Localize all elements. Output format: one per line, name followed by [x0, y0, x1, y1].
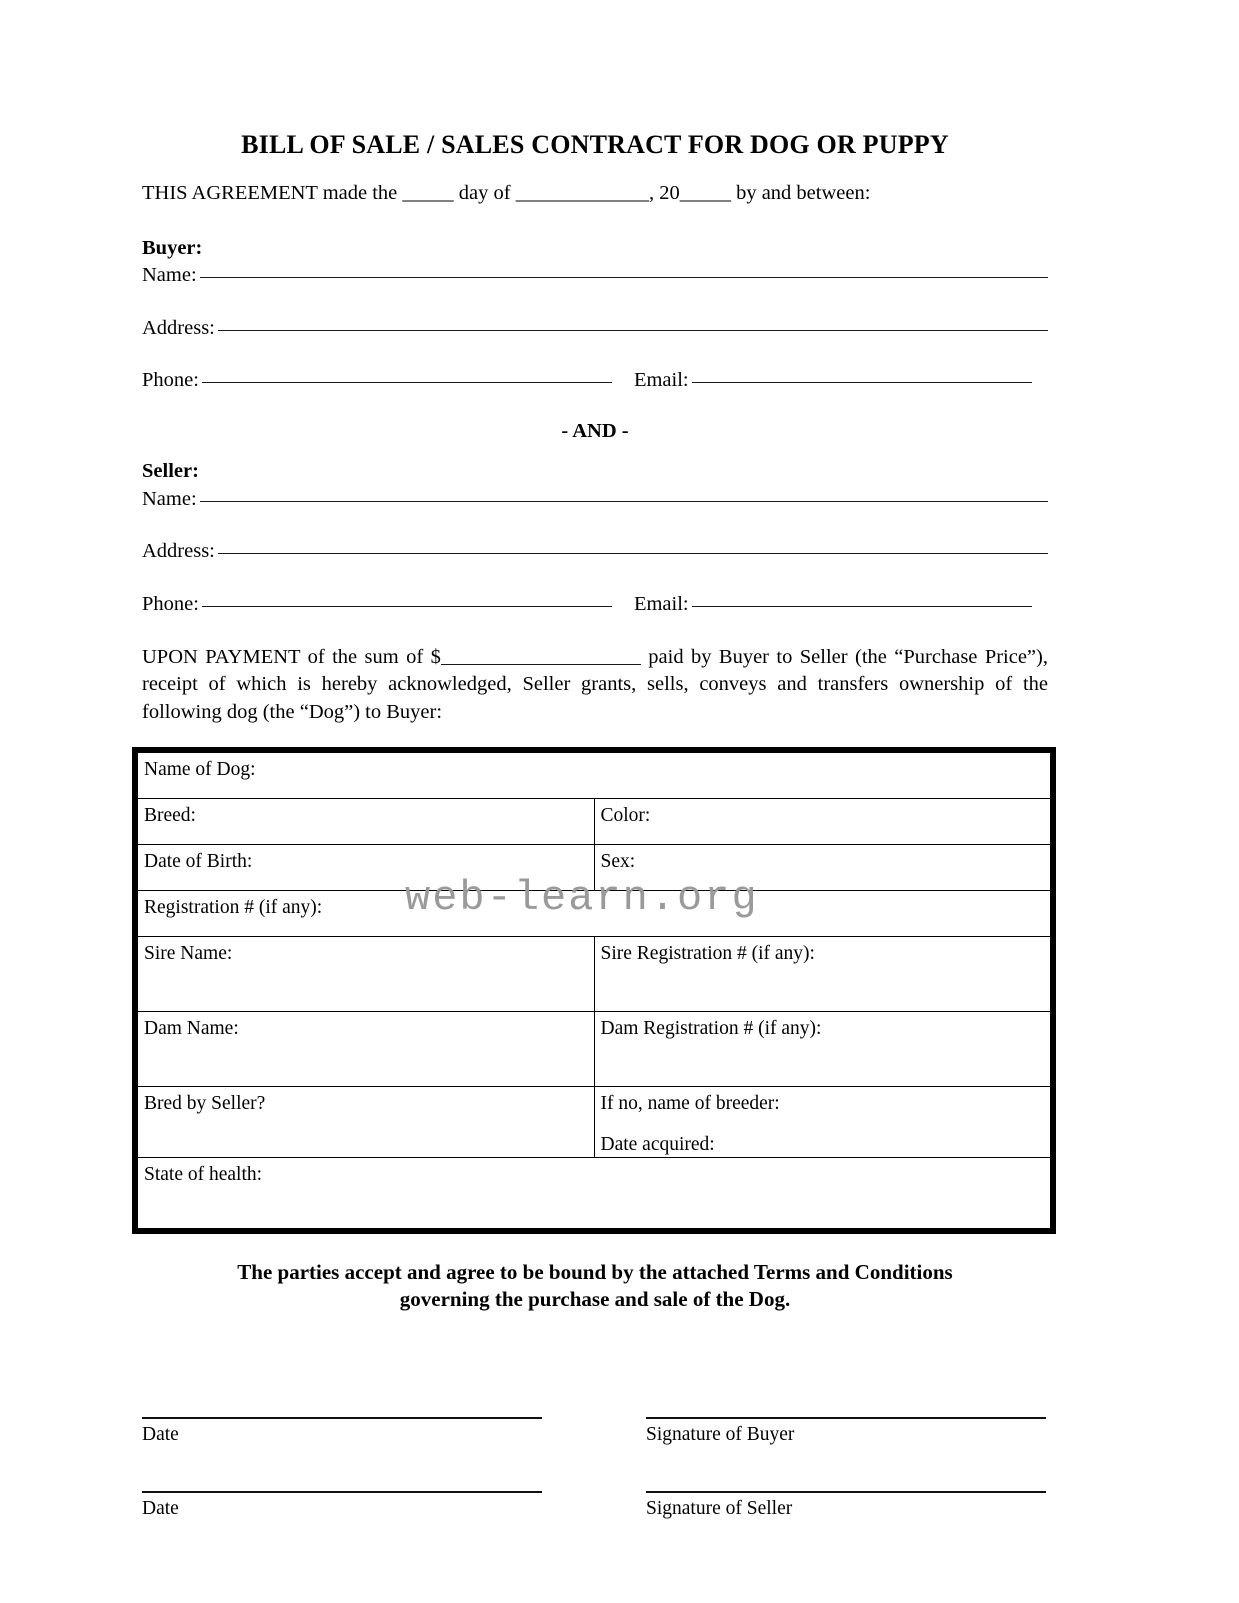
watermark-text: web-learn.org [405, 873, 759, 922]
buyer-date-field [142, 1417, 542, 1446]
buyer-name-row [142, 262, 1048, 289]
buyer-signature-field [646, 1417, 1046, 1446]
document-content [142, 130, 1048, 1564]
buyer-phone-label: Phone: [142, 369, 199, 392]
buyer-date-signature-line[interactable] [142, 1417, 542, 1419]
cell-bred-by-seller[interactable]: Bred by Seller? [138, 1086, 595, 1158]
cell-registration-number[interactable]: Registration # (if any): [138, 890, 1051, 936]
dog-details-table-frame [132, 747, 1056, 1235]
seller-date-signature-line[interactable] [142, 1491, 542, 1493]
cell-state-of-health[interactable]: State of health: [138, 1158, 1051, 1229]
cell-date-of-birth[interactable]: Date of Birth: [138, 844, 595, 890]
seller-address-row [142, 538, 1048, 565]
payment-text-part1: UPON PAYMENT of the sum of $ [142, 645, 441, 668]
seller-date-caption: Date [142, 1497, 179, 1519]
seller-contact-row [142, 591, 1048, 618]
seller-name-label: Name: [142, 487, 197, 510]
buyer-email-input-line[interactable] [692, 382, 1032, 383]
cell-date-acquired-label: Date acquired: [600, 1134, 715, 1156]
seller-heading: Seller: [142, 460, 199, 483]
cell-dam-registration-number[interactable]: Dam Registration # (if any): [594, 1011, 1051, 1086]
seller-name-row [142, 486, 1048, 513]
seller-phone-input-line[interactable] [202, 606, 612, 607]
buyer-address-input-line[interactable] [218, 330, 1048, 331]
table-row [138, 844, 1051, 890]
page-title: BILL OF SALE / SALES CONTRACT FOR DOG OR PUPPY [241, 130, 949, 159]
buyer-name-label: Name: [142, 264, 197, 287]
cell-color[interactable]: Color: [594, 798, 1051, 844]
cell-breed[interactable]: Breed: [138, 798, 595, 844]
seller-address-label: Address: [142, 540, 215, 563]
buyer-heading: Buyer: [142, 236, 203, 259]
purchase-price-input-line[interactable] [441, 648, 641, 664]
terms-acceptance-line2: governing the purchase and sale of the Dog. [399, 1287, 791, 1312]
seller-name-input-line[interactable] [200, 501, 1048, 502]
table-row [138, 1011, 1051, 1086]
seller-phone-label: Phone: [142, 593, 199, 616]
seller-signature-caption: Signature of Seller [646, 1497, 793, 1519]
seller-email-label: Email: [633, 593, 689, 616]
seller-signature-field [646, 1491, 1046, 1520]
buyer-signature-caption: Signature of Buyer [646, 1424, 795, 1446]
signature-row-seller [142, 1491, 1048, 1520]
terms-acceptance-statement [155, 1259, 1035, 1313]
and-separator: - AND - [561, 420, 629, 443]
seller-email-input-line[interactable] [692, 606, 1032, 607]
buyer-contact-row [142, 367, 1048, 394]
payment-paragraph [142, 644, 1048, 727]
table-row [138, 890, 1051, 936]
seller-address-input-line[interactable] [218, 553, 1048, 554]
seller-signature-line[interactable] [646, 1491, 1046, 1493]
dog-details-table [137, 752, 1051, 1230]
table-row [138, 752, 1051, 798]
cell-dam-name[interactable]: Dam Name: [138, 1011, 595, 1086]
buyer-email-label: Email: [633, 369, 689, 392]
agreement-intro-line: THIS AGREEMENT made the _____ day of _____________, 20_____ by and between: [142, 181, 871, 204]
cell-sex[interactable]: Sex: [594, 844, 1051, 890]
cell-breeder-name-label: If no, name of breeder: [600, 1092, 780, 1114]
table-row [138, 936, 1051, 1011]
buyer-signature-line[interactable] [646, 1417, 1046, 1419]
cell-sire-name[interactable]: Sire Name: [138, 936, 595, 1011]
signature-block [142, 1417, 1048, 1520]
terms-acceptance-line1: The parties accept and agree to be bound by the attached Terms and Conditions [237, 1260, 953, 1285]
seller-date-field [142, 1491, 542, 1520]
signature-row-buyer [142, 1417, 1048, 1446]
table-row [138, 1158, 1051, 1229]
cell-sire-registration-number[interactable]: Sire Registration # (if any): [594, 936, 1051, 1011]
cell-name-of-dog[interactable]: Name of Dog: [138, 752, 1051, 798]
cell-breeder-info[interactable] [594, 1086, 1051, 1158]
payment-text-part2: paid by Buyer to Seller (the “Purchase Price”), receipt of which is hereby acknowledged, Seller grants, sells, conveys and transfers ownership of the following dog (the “Dog”) to Buyer: [142, 645, 1048, 723]
buyer-name-input-line[interactable] [200, 277, 1048, 278]
buyer-address-label: Address: [142, 316, 215, 339]
table-row [138, 798, 1051, 844]
buyer-address-row [142, 315, 1048, 342]
buyer-date-caption: Date [142, 1424, 179, 1446]
table-row [138, 1086, 1051, 1158]
buyer-phone-input-line[interactable] [202, 382, 612, 383]
